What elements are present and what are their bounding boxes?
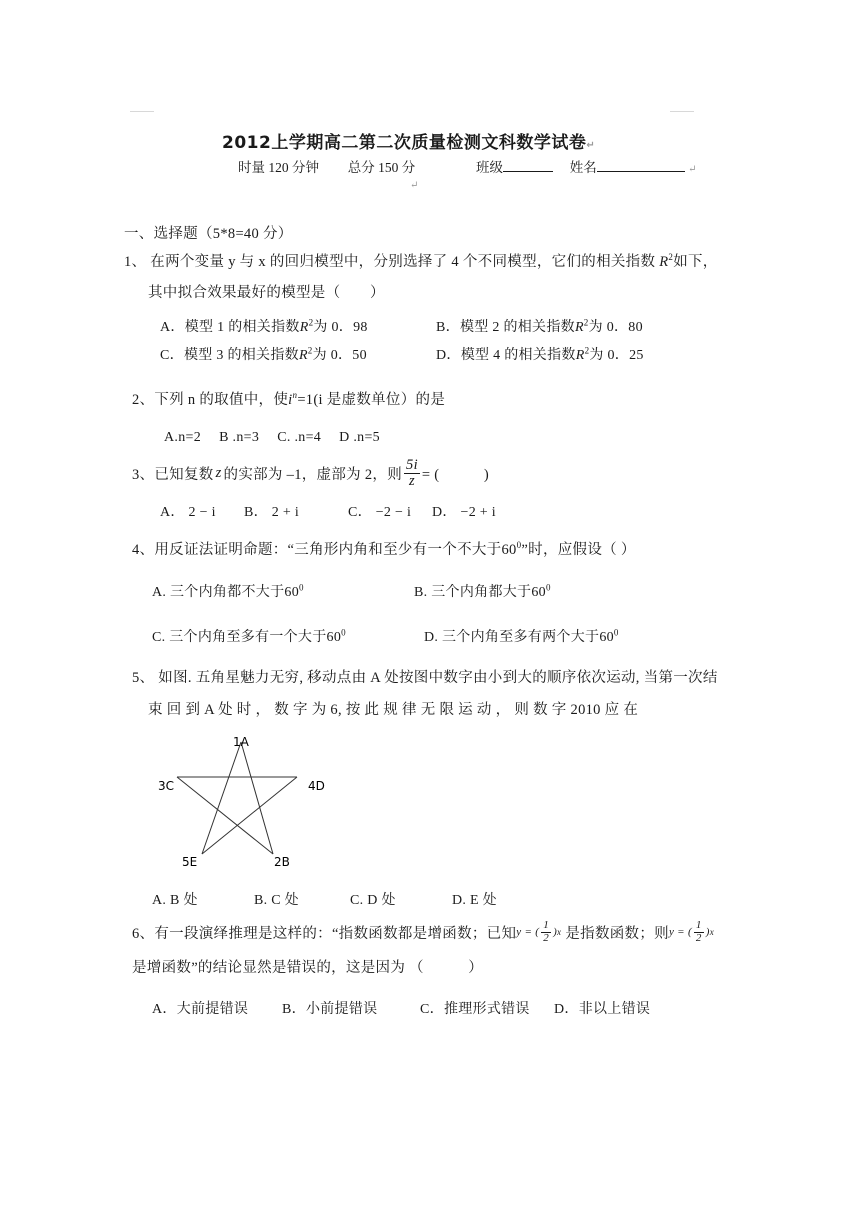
frac-num: 5i (406, 457, 418, 473)
name-label: 姓名 (569, 160, 597, 175)
q4-text: 4、用反证法证明命题：“三角形内角和至少有一个不大于 (132, 542, 502, 558)
q3-post: = ( ) (421, 467, 489, 484)
question-2 (132, 388, 445, 409)
deg-value: 60 (599, 630, 614, 645)
q2-pre: 2、下列 n 的取值中，使 (132, 392, 289, 408)
return-mark: ↵ (586, 140, 596, 151)
half-fraction (541, 920, 551, 944)
header-rule-right (670, 111, 694, 112)
q1-option-c[interactable] (160, 344, 367, 364)
func-expression-2: y = ( $\frac{1}{2}$ ) x (668, 919, 714, 944)
q6-mid: 是指数函数；则 (565, 925, 669, 942)
q5-option-b[interactable]: B. C 处 (254, 893, 299, 908)
pentagram-diagram (150, 730, 350, 870)
opt-text: A．模型 1 的相关指数 (160, 320, 300, 335)
score-label: 总分 150 分 (347, 160, 416, 175)
q3-option-d[interactable]: D． −2 + i (432, 505, 496, 520)
exam-meta (238, 156, 697, 176)
q1-option-d[interactable] (436, 344, 644, 364)
header-rule-left (130, 111, 154, 112)
q3-option-c[interactable]: C． −2 − i (348, 505, 412, 520)
section-title: 一、选择题（5*8=40 分） (124, 226, 293, 242)
q2-post: =1(i 是虚数单位）的是 (297, 392, 446, 408)
q4-tail: ”时，应假设（ ） (521, 542, 636, 558)
square-sup: 2 (308, 317, 314, 328)
star-label-c: 3C (158, 779, 175, 793)
star-label-e: 5E (182, 855, 198, 869)
deg-value: 60 (326, 630, 342, 645)
deg-sup: 0 (299, 582, 304, 593)
q6-option-d[interactable]: D．非以上错误 (554, 1002, 651, 1017)
r-symbol: R (575, 348, 585, 363)
q6-option-b[interactable]: B．小前提错误 (282, 1002, 378, 1017)
r-symbol: R (298, 348, 308, 363)
opt-text: C．模型 3 的相关指数 (160, 348, 299, 363)
deg-sup: 0 (341, 627, 346, 638)
q5-option-d[interactable]: D. E 处 (452, 893, 497, 908)
deg-value: 60 (531, 585, 546, 600)
question-4 (132, 538, 636, 559)
frac-num: 1 (695, 919, 702, 931)
star-label-b: 2B (274, 855, 290, 869)
r-symbol: R (574, 320, 584, 335)
q5-option-a[interactable]: A. B 处 (152, 893, 198, 908)
q5-option-c[interactable]: C. D 处 (350, 893, 396, 908)
close-paren: ) (553, 926, 558, 939)
q2-options[interactable]: A.n=2 B .n=3 C. .n=4 D .n=5 (164, 430, 380, 445)
y-eq: y = ( (668, 926, 692, 939)
half-fraction (694, 920, 704, 944)
deg-value: 60 (284, 585, 300, 600)
fraction-5i-over-z (404, 458, 420, 489)
opt-value: 为 0．98 (313, 320, 368, 335)
question-6-line1 (132, 920, 714, 944)
star-edge-e-a (202, 742, 241, 854)
opt-text: C. 三个内角至多有一个大于 (152, 630, 327, 645)
q3-option-b[interactable]: B． 2 + i (244, 505, 300, 520)
square-sup: 2 (584, 345, 590, 356)
q3-option-a[interactable]: A． 2 − i (160, 505, 216, 520)
q1-line1-tail: 如下， (673, 254, 718, 270)
r-symbol: R (299, 320, 309, 335)
time-label: 时量 120 分钟 (238, 160, 319, 175)
q1-line2: 其中拟合效果最好的模型是（ ） (148, 285, 385, 301)
star-edge-a-b (241, 742, 273, 854)
z-symbol: z (215, 465, 222, 482)
q4-option-a[interactable] (152, 581, 304, 601)
q6-pre: 6、有一段演绎推理是这样的：“指数函数都是增函数；已知 (132, 925, 517, 942)
deg-sup: 0 (516, 540, 522, 551)
star-edge-d-e (202, 777, 297, 854)
q1-option-b[interactable] (436, 316, 643, 336)
frac-den: 2 (543, 931, 550, 944)
page-title (222, 128, 595, 153)
star-label-a: 1A (233, 735, 249, 749)
opt-value: 为 0．80 (588, 320, 643, 335)
deg-value: 60 (501, 542, 517, 558)
opt-text: D．模型 4 的相关指数 (436, 348, 576, 363)
square-sup: 2 (583, 317, 589, 328)
title-text: 2012上学期高二第二次质量检测文科数学试卷 (222, 133, 587, 153)
class-blank[interactable] (503, 159, 553, 172)
return-mark: ↵ (688, 164, 697, 175)
close-paren: ) (705, 926, 710, 939)
q3-mid: 的实部为 –1，虚部为 2，则 (223, 467, 403, 484)
frac-den: 2 (695, 931, 702, 944)
i-symbol: i (288, 392, 293, 408)
q4-option-d[interactable] (424, 626, 619, 646)
square-sup: 2 (307, 345, 313, 356)
deg-sup: 0 (545, 582, 551, 593)
opt-text: B．模型 2 的相关指数 (436, 320, 575, 335)
frac-den: z (408, 473, 415, 490)
q3-pre: 3、已知复数 (132, 467, 214, 484)
opt-value: 为 0．50 (312, 348, 367, 363)
question-6-line2: 是增函数”的结论显然是错误的，这是因为 （ ） (132, 960, 484, 976)
frac-num: 1 (543, 919, 550, 931)
question-1 (124, 250, 718, 271)
y-eq: y = ( (516, 926, 540, 939)
question-5-line1: 5、 如图. 五角星魅力无穷, 移动点由 A 处按图中数字由小到大的顺序依次运动, 当第一次结 (132, 670, 718, 686)
return-mark: ↵ (410, 180, 419, 191)
q6-option-c[interactable]: C．推理形式错误 (420, 1002, 530, 1017)
name-blank[interactable] (597, 159, 685, 172)
n-sup: n (292, 390, 298, 401)
q1-line1: 1、 在两个变量 y 与 x 的回归模型中，分别选择了 4 个不同模型，它们的相关指数 (124, 254, 656, 270)
question-5-line2: 束 回 到 A 处 时 ， 数 字 为 6, 按 此 规 律 无 限 运 动 ， 则 数 字 2010 应 在 (148, 702, 639, 718)
opt-text: A. 三个内角都不大于 (152, 585, 285, 600)
func-expression-1: y = ( $\frac{1}{2}$ ) x (516, 919, 562, 944)
r-symbol: R (659, 254, 669, 270)
opt-value: 为 0．25 (589, 348, 644, 363)
opt-text: D. 三个内角至多有两个大于 (424, 630, 600, 645)
q4-option-c[interactable] (152, 626, 346, 646)
q1-option-a[interactable] (160, 316, 368, 336)
class-label: 班级 (476, 160, 503, 175)
star-label-d: 4D (308, 779, 325, 793)
deg-sup: 0 (613, 627, 619, 638)
square-sup: 2 (668, 252, 674, 263)
q4-option-b[interactable] (414, 581, 551, 601)
q6-option-a[interactable]: A．大前提错误 (152, 1002, 249, 1017)
question-3 (132, 458, 489, 489)
opt-text: B. 三个内角都大于 (414, 585, 532, 600)
